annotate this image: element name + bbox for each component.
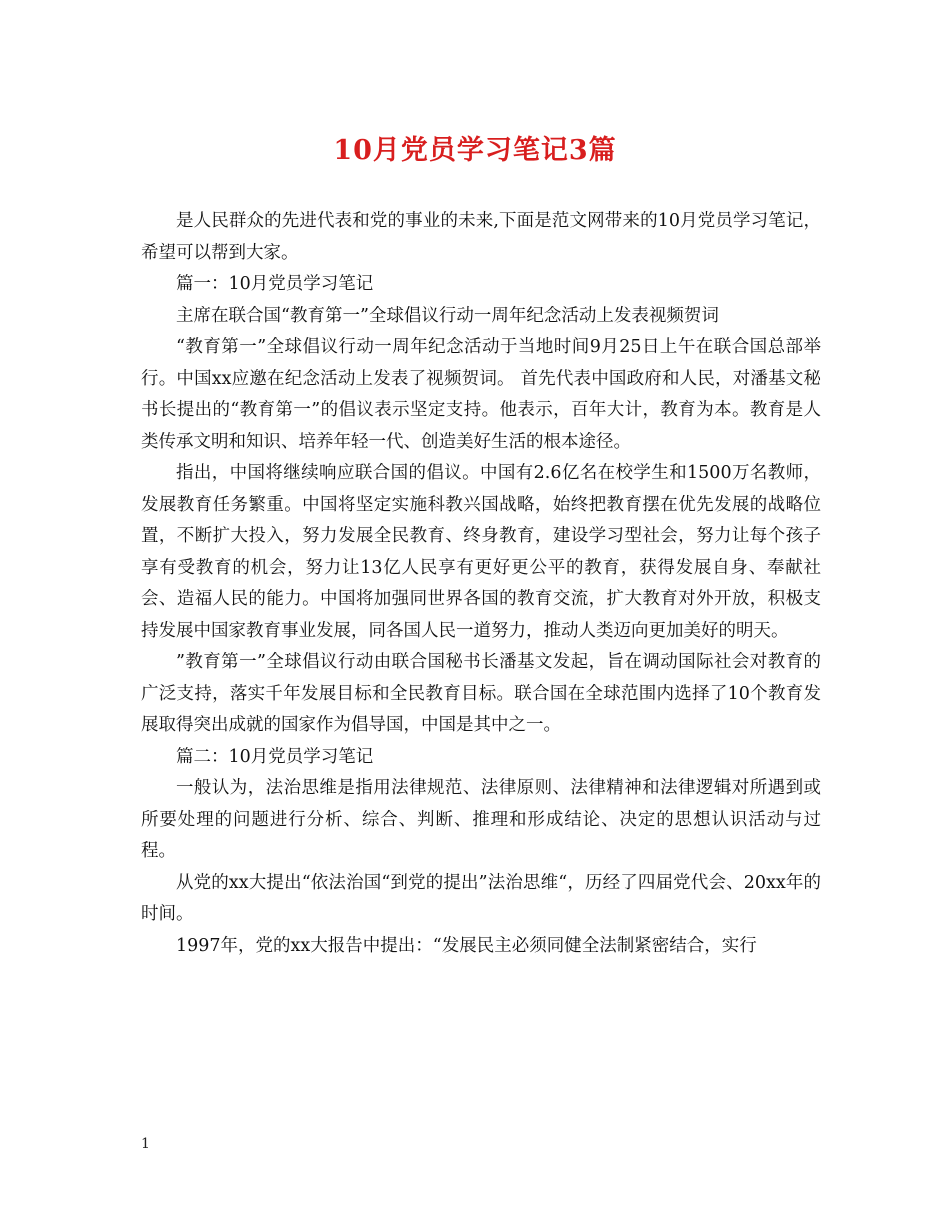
body-paragraph: 指出，中国将继续响应联合国的倡议。中国有2.6亿名在校学生和1500万名教师，发展教育任务繁重。中国将坚定实施科教兴国战略，始终把教育摆在优先发展的战略位置，不断扩大投入，努力发展全民教育、终身教育，建设学习型社会，努力让每个孩子享有受教育的机会，努力让13亿人民享有更好更公平的教育，获得发展自身、奉献社会、造福人民的能力。中国将加强同世界各国的教育交流，扩大教育对外开放，积极支持发展中国家教育事业发展，同各国人民一道努力，推动人类迈向更加美好的明天。 [141, 463, 821, 641]
section-heading-2: 篇二：10月党员学习笔记 [176, 746, 374, 767]
page-number: 1 [141, 1136, 150, 1152]
body-paragraph: “教育第一”全球倡议行动一周年纪念活动于当地时间9月25日上午在联合国总部举行。中国xx应邀在纪念活动上发表了视频贺词。 首先代表中国政府和人民，对潘基文秘书长提出的“教育第一”的倡议表示坚定支持。他表示，百年大计，教育为本。教育是人类传承文明和知识、培养年轻一代、创造美好生活的根本途径。 [141, 337, 821, 452]
section-heading-1: 篇一：10月党员学习笔记 [176, 274, 374, 294]
body-paragraph: 一般认为，法治思维是指用法律规范、法律原则、法律精神和法律逻辑对所遇到或所要处理的问题进行分析、综合、判断、推理和形成结论、决定的思想认识活动与过程。 [141, 778, 821, 861]
document-title: 10月党员学习笔记3篇 [333, 135, 617, 166]
document-body [141, 206, 821, 962]
intro-paragraph: 是人民群众的先进代表和党的事业的未来,下面是范文网带来的10月党员学习笔记，希望可以帮到大家。 [141, 211, 821, 263]
body-paragraph: 从党的xx大提出“依法治国“到党的提出”法治思维“，历经了四届党代会、20xx年的时间。 [141, 872, 821, 924]
body-paragraph: 1997年，党的xx大报告中提出：“发展民主必须同健全法制紧密结合，实行 [176, 935, 757, 956]
article-subtitle: 主席在联合国“教育第一”全球倡议行动一周年纪念活动上发表视频贺词 [176, 305, 719, 326]
body-paragraph: ”教育第一”全球倡议行动由联合国秘书长潘基文发起，旨在调动国际社会对教育的广泛支持，落实千年发展目标和全民教育目标。联合国在全球范围内选择了10个教育发展取得突出成就的国家作为倡导国，中国是其中之一。 [141, 652, 821, 735]
